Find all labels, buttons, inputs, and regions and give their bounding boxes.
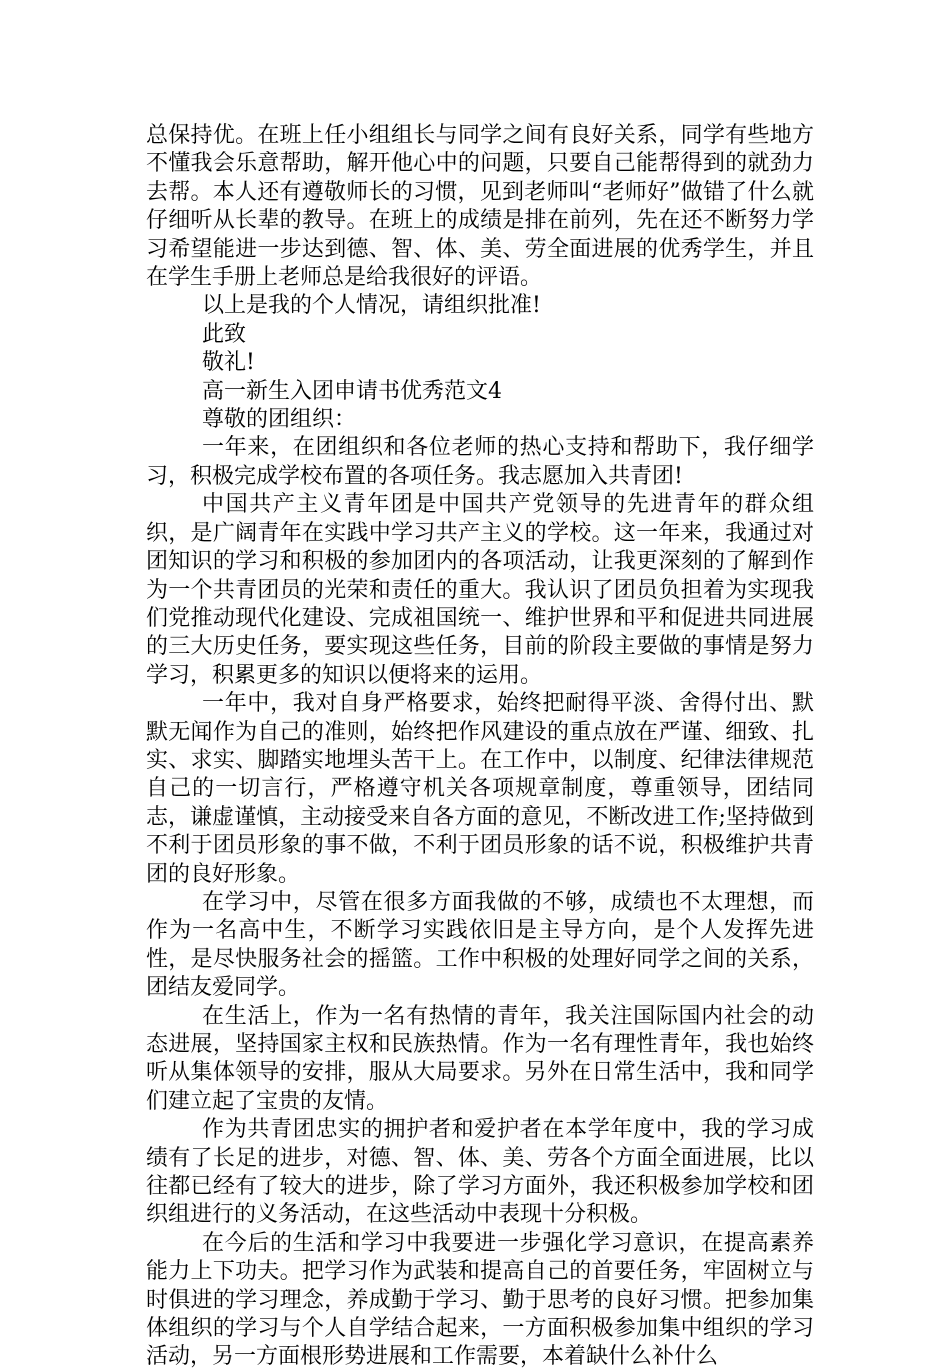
paragraph-study: 在学习中，尽管在很多方面我做的不够，成绩也不太理想，而作为一名高中生，不断学习实践依旧是主导方向，是个人发挥先进性，是尽快服务社会的摇篮。工作中积极的处理好同学之间的关系，团结友爱同学。 [146,889,814,1001]
paragraph-future-plans: 在今后的生活和学习中我要进一步强化学习意识，在提高素养能力上下功夫。把学习作为武装和提高自己的首要任务，牢固树立与时俱进的学习理念，养成勤于学习、勤于思考的良好习惯。把参加集体组织的学习与个人自学结合起来，一方面积极参加集中组织的学习活动，另一方面根形势进展和工作需要，本着缺什么补什么 [146,1230,814,1370]
paragraph-league-description: 中国共产主义青年团是中国共产党领导的先进青年的群众组织，是广阔青年在实践中学习共产主义的学校。这一年来，我通过对团知识的学习和积极的参加团内的各项活动，让我更深刻的了解到作为一个共青团员的光荣和责任的重大。我认识了团员负担着为实现我们党推动现代化建设、完成祖国统一、维护世界和平和促进共同进展的三大历史任务，要实现这些任务，目前的阶段主要做的事情是努力学习，积累更多的知识以便将来的运用。 [146,492,814,688]
document-body [146,122,814,1372]
paragraph-continuation: 总保持优。在班上任小组组长与同学之间有良好关系，同学有些地方不懂我会乐意帮助，解开他心中的问题，只要自己能帮得到的就劲力去帮。本人还有遵敬师长的习惯，见到老师叫“老师好”做错了什么就仔细听从长辈的教导。在班上的成绩是排在前列，先在还不断努力学习希望能进一步达到德、智、体、美、劳全面进展的优秀学生，并且在学生手册上老师总是给我很好的评语。 [146,123,814,291]
closing-regards: 敬礼! [202,350,255,376]
paragraph-life: 在生活上，作为一名有热情的青年，我关注国际国内社会的动态进展，坚持国家主权和民族热情。作为一名有理性青年，我也始终听从集体领导的安排，服从大局要求。另外在日常生活中，我和同学们建立起了宝贵的友情。 [146,1003,814,1114]
closing-salutation: 此致 [202,321,247,347]
paragraph-intro: 一年来，在团组织和各位老师的热心支持和帮助下，我仔细学习，积极完成学校布置的各项任务。我志愿加入共青团! [146,435,814,489]
paragraph-self-discipline: 一年中，我对自身严格要求，始终把耐得平淡、舍得付出、默默无闻作为自己的准则，始终把作风建设的重点放在严谨、细致、扎实、求实、脚踏实地埋头苦干上。在工作中，以制度、纪律法律规范自己的一切言行，严格遵守机关各项规章制度，尊重领导，团结同志，谦虚谨慎，主动接受来自各方面的意见，不断改进工作;坚持做到不利于团员形象的事不做，不利于团员形象的话不说，积极维护共青团的良好形象。 [146,691,814,887]
paragraph-approval-request: 以上是我的个人情况，请组织批准! [202,293,541,319]
letter-greeting: 尊敬的团组织： [202,407,357,433]
section-heading: 高一新生入团申请书优秀范文4 [202,378,502,404]
paragraph-progress: 作为共青团忠实的拥护者和爱护者在本学年度中，我的学习成绩有了长足的进步，对德、智、体、美、劳各个方面全面进展，比以往都已经有了较大的进步，除了学习方面外，我还积极参加学校和团织组进行的义务活动，在这些活动中表现十分积极。 [146,1117,814,1228]
